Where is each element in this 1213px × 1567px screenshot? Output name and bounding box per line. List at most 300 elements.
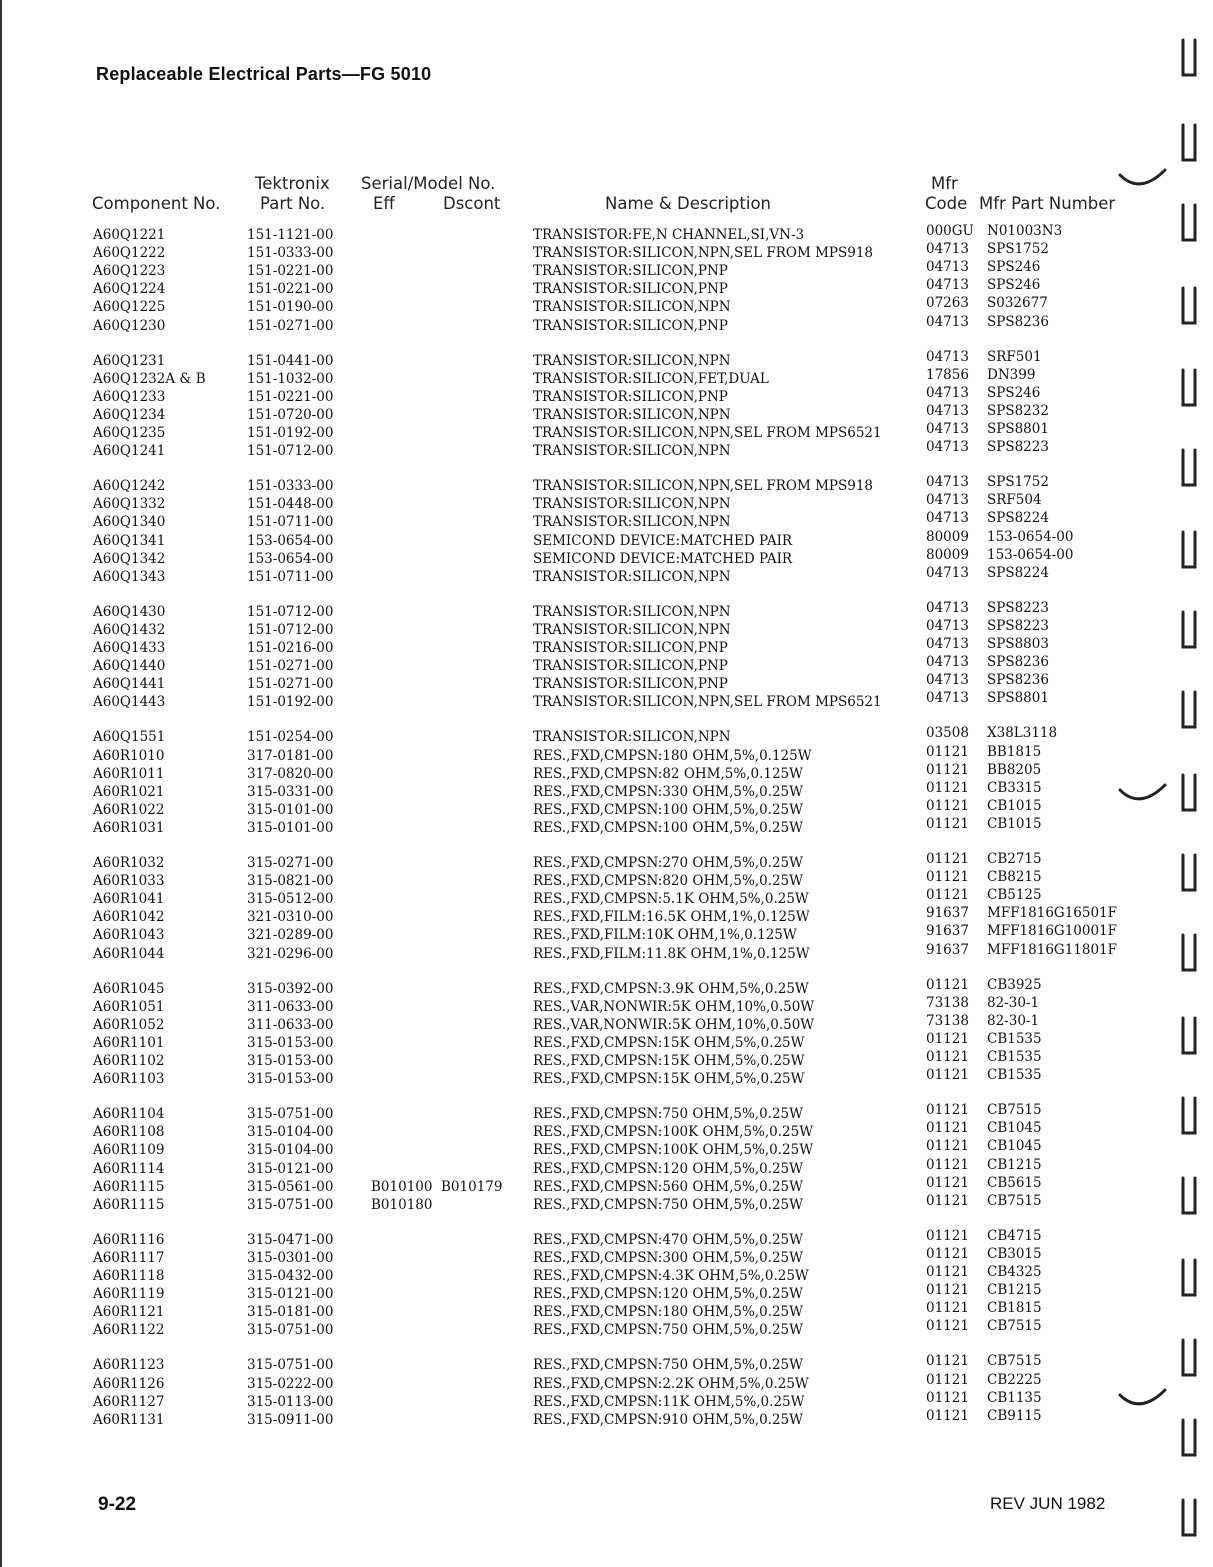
name-description: TRANSISTOR:SILICON,NPN — [533, 496, 731, 513]
mfr-part-number: SPS8224 — [987, 564, 1049, 581]
component-no: A60Q1441 — [93, 676, 166, 693]
component-no: A60R1104 — [93, 1106, 165, 1123]
name-description: TRANSISTOR:SILICON,NPN — [533, 603, 731, 620]
part-no: 315-0101-00 — [247, 819, 334, 836]
mfr-code: 01121 — [926, 851, 969, 867]
name-description: TRANSISTOR:SILICON,PNP — [533, 676, 728, 693]
name-description: TRANSISTOR:SILICON,NPN — [533, 299, 731, 316]
component-no: A60Q1340 — [93, 514, 166, 531]
mfr-code: 04713 — [926, 421, 969, 437]
mfr-code: 01121 — [926, 1353, 969, 1370]
part-no: 151-0712-00 — [247, 621, 334, 638]
component-no: A60R1032 — [93, 855, 165, 871]
part-no: 315-0153-00 — [247, 1034, 334, 1051]
mfr-part-number: CB1135 — [987, 1389, 1042, 1406]
component-no: A60R1021 — [93, 783, 165, 800]
mfr-code: 03508 — [926, 725, 969, 742]
header-dscont: Dscont — [443, 194, 501, 213]
part-no: 321-0310-00 — [247, 909, 334, 926]
mfr-part-number: SPS8803 — [987, 636, 1049, 652]
name-description: RES.,VAR,NONWIR:5K OHM,10%,0.50W — [533, 1016, 815, 1033]
component-no: A60Q1223 — [93, 263, 166, 280]
component-no: A60Q1233 — [93, 388, 166, 405]
table-row — [0, 313, 1213, 335]
mfr-code: 01121 — [926, 869, 969, 886]
component-no: A60R1123 — [93, 1357, 165, 1374]
mfr-code: 01121 — [926, 1227, 969, 1244]
mfr-part-number: X38L3118 — [987, 725, 1058, 742]
mfr-code: 01121 — [926, 743, 969, 760]
mfr-part-number: N01003N3 — [987, 223, 1063, 239]
part-no: 151-0448-00 — [247, 496, 334, 513]
name-description: RES.,FXD,CMPSN:11K OHM,5%,0.25W — [533, 1393, 805, 1410]
part-no: 151-0216-00 — [247, 640, 334, 656]
mfr-part-number: SPS8224 — [987, 510, 1049, 527]
name-description: RES.,FXD,CMPSN:100K OHM,5%,0.25W — [533, 1124, 814, 1141]
component-no: A60Q1225 — [93, 299, 166, 316]
revision-date: REV JUN 1982 — [990, 1494, 1106, 1513]
component-no: A60R1114 — [93, 1160, 165, 1177]
mfr-part-number: CB2225 — [987, 1371, 1042, 1388]
name-description: RES.,FXD,CMPSN:560 OHM,5%,0.25W — [533, 1178, 803, 1195]
name-description: TRANSISTOR:SILICON,NPN,SEL FROM MPS918 — [533, 478, 873, 495]
component-no: A60R1127 — [93, 1393, 165, 1410]
mfr-code: 04713 — [926, 277, 969, 294]
mfr-part-number: SPS246 — [987, 277, 1041, 294]
name-description: SEMICOND DEVICE:MATCHED PAIR — [533, 532, 793, 549]
part-no: 151-0192-00 — [247, 694, 334, 711]
mfr-part-number: CB7515 — [987, 1353, 1042, 1370]
mfr-part-number: BB8205 — [987, 761, 1042, 778]
mfr-part-number: SPS8223 — [987, 599, 1049, 616]
mfr-code: 04713 — [926, 636, 969, 652]
component-no: A60Q1242 — [93, 478, 166, 495]
name-description: RES.,FXD,CMPSN:82 OHM,5%,0.125W — [533, 765, 803, 782]
table-row — [0, 1067, 1213, 1088]
component-no: A60Q1551 — [93, 729, 166, 746]
part-no: 315-0113-00 — [247, 1393, 334, 1410]
component-no: A60Q1443 — [93, 694, 166, 711]
mfr-part-number: SPS8232 — [987, 402, 1049, 419]
part-no: 151-0712-00 — [247, 443, 334, 460]
mfr-code: 01121 — [926, 1371, 969, 1388]
component-no: A60R1117 — [93, 1249, 165, 1266]
mfr-part-number: CB3925 — [987, 976, 1042, 993]
component-no: A60Q1241 — [93, 443, 166, 460]
name-description: RES.,FXD,CMPSN:750 OHM,5%,0.25W — [533, 1357, 803, 1374]
name-description: RES.,VAR,NONWIR:5K OHM,10%,0.50W — [533, 998, 815, 1015]
component-no: A60R1042 — [93, 909, 165, 926]
component-no: A60R1044 — [93, 945, 165, 962]
mfr-part-number: CB1015 — [987, 815, 1042, 832]
mfr-code: 91637 — [926, 905, 969, 922]
binder-marks — [1110, 20, 1213, 1560]
name-description: RES.,FXD,CMPSN:180 OHM,5%,0.25W — [533, 1304, 803, 1321]
name-description: RES.,FXD,CMPSN:270 OHM,5%,0.25W — [533, 855, 803, 871]
table-row — [0, 941, 1213, 963]
name-description: TRANSISTOR:SILICON,NPN,SEL FROM MPS918 — [533, 245, 873, 262]
mfr-code: 04713 — [926, 384, 969, 401]
name-description: TRANSISTOR:SILICON,NPN — [533, 406, 731, 423]
mfr-part-number: CB9115 — [987, 1407, 1042, 1424]
mfr-part-number: SPS8223 — [987, 439, 1049, 456]
part-no: 317-0181-00 — [247, 747, 334, 764]
component-no: A60R1011 — [93, 765, 165, 782]
header-mfr-part-number: Mfr Part Number — [979, 194, 1116, 213]
mfr-code: 04713 — [926, 599, 969, 616]
mfr-code: 01121 — [926, 1156, 969, 1173]
part-no: 315-0301-00 — [247, 1249, 334, 1266]
component-no: A60R1102 — [93, 1053, 165, 1069]
name-description: RES.,FXD,FILM:16.5K OHM,1%,0.125W — [533, 909, 810, 926]
mfr-part-number: CB7515 — [987, 1318, 1042, 1335]
mfr-code: 04713 — [926, 564, 969, 581]
page-title: Replaceable Electrical Parts—FG 5010 — [96, 64, 432, 84]
mfr-code: 01121 — [926, 1389, 969, 1406]
name-description: RES.,FXD,CMPSN:750 OHM,5%,0.25W — [533, 1106, 803, 1123]
mfr-part-number: SPS8801 — [987, 421, 1049, 437]
serial-eff: B010180 — [371, 1196, 433, 1213]
component-no: A60Q1440 — [93, 658, 166, 675]
component-no: A60R1108 — [93, 1124, 165, 1141]
name-description: RES.,FXD,CMPSN:750 OHM,5%,0.25W — [533, 1196, 803, 1213]
part-no: 151-0441-00 — [247, 352, 334, 369]
name-description: RES.,FXD,CMPSN:2.2K OHM,5%,0.25W — [533, 1375, 809, 1392]
name-description: TRANSISTOR:SILICON,NPN — [533, 568, 731, 585]
part-no: 151-0271-00 — [247, 658, 334, 675]
name-description: RES.,FXD,CMPSN:910 OHM,5%,0.25W — [533, 1411, 803, 1428]
part-no: 315-0222-00 — [247, 1375, 334, 1392]
table-row — [0, 564, 1213, 586]
page-number: 9-22 — [98, 1494, 137, 1515]
part-no: 315-0512-00 — [247, 891, 334, 908]
part-no: 315-0121-00 — [247, 1286, 334, 1303]
mfr-code: 01121 — [926, 1120, 969, 1137]
part-no: 315-0751-00 — [247, 1106, 334, 1123]
component-no: A60Q1432 — [93, 621, 166, 638]
component-no: A60Q1235 — [93, 425, 166, 441]
part-no: 315-0121-00 — [247, 1160, 334, 1177]
part-no: 315-0271-00 — [247, 855, 334, 871]
mfr-code: 91637 — [926, 941, 969, 958]
mfr-part-number: CB4715 — [987, 1227, 1042, 1244]
component-no: A60R1119 — [93, 1286, 165, 1303]
part-no: 151-0333-00 — [247, 478, 334, 495]
part-no: 151-0712-00 — [247, 603, 334, 620]
header-serial-model: Serial/Model No. — [361, 174, 496, 193]
mfr-code: 01121 — [926, 761, 969, 778]
mfr-part-number: CB1815 — [987, 1300, 1042, 1317]
part-no: 151-0221-00 — [247, 263, 334, 280]
part-no: 151-1032-00 — [247, 370, 334, 387]
mfr-part-number: CB1045 — [987, 1138, 1042, 1155]
mfr-part-number: SRF501 — [987, 348, 1042, 365]
mfr-part-number: SPS1752 — [987, 241, 1049, 258]
component-no: A60Q1433 — [93, 640, 166, 656]
name-description: RES.,FXD,CMPSN:180 OHM,5%,0.125W — [533, 747, 812, 764]
name-description: TRANSISTOR:SILICON,PNP — [533, 317, 728, 334]
name-description: RES.,FXD,CMPSN:15K OHM,5%,0.25W — [533, 1034, 805, 1051]
mfr-part-number: SPS246 — [987, 384, 1041, 401]
part-no: 153-0654-00 — [247, 532, 334, 549]
part-no: 153-0654-00 — [247, 550, 334, 567]
mfr-part-number: CB3315 — [987, 779, 1042, 796]
part-no: 151-0221-00 — [247, 281, 334, 298]
name-description: TRANSISTOR:SILICON,PNP — [533, 388, 728, 405]
part-no: 321-0296-00 — [247, 945, 334, 962]
mfr-code: 17856 — [926, 366, 969, 383]
mfr-part-number: S032677 — [987, 295, 1048, 312]
mfr-code: 04713 — [926, 492, 969, 509]
part-no: 151-0190-00 — [247, 299, 334, 316]
mfr-code: 04713 — [926, 348, 969, 365]
part-no: 311-0633-00 — [247, 998, 334, 1015]
component-no: A60Q1224 — [93, 281, 166, 298]
mfr-code: 01121 — [926, 1138, 969, 1155]
part-no: 315-0104-00 — [247, 1124, 334, 1141]
name-description: RES.,FXD,CMPSN:100 OHM,5%,0.25W — [533, 801, 803, 818]
part-no: 151-1121-00 — [247, 227, 334, 243]
part-no: 321-0289-00 — [247, 927, 334, 944]
component-no: A60R1045 — [93, 980, 165, 997]
part-no: 315-0392-00 — [247, 980, 334, 997]
header-mfr: Mfr — [931, 174, 958, 193]
mfr-code: 73138 — [926, 994, 969, 1011]
part-no: 151-0271-00 — [247, 676, 334, 693]
part-no: 315-0751-00 — [247, 1357, 334, 1374]
name-description: TRANSISTOR:FE,N CHANNEL,SI,VN-3 — [533, 227, 805, 243]
mfr-part-number: CB8215 — [987, 869, 1042, 886]
mfr-code: 07263 — [926, 295, 969, 312]
part-no: 315-0561-00 — [247, 1178, 334, 1195]
name-description: RES.,FXD,CMPSN:750 OHM,5%,0.25W — [533, 1322, 803, 1339]
name-description: RES.,FXD,CMPSN:330 OHM,5%,0.25W — [533, 783, 803, 800]
part-no: 151-0254-00 — [247, 729, 334, 746]
part-no: 151-0271-00 — [247, 317, 334, 334]
mfr-code: 01121 — [926, 797, 969, 814]
name-description: TRANSISTOR:SILICON,NPN,SEL FROM MPS6521 — [533, 425, 882, 441]
mfr-part-number: 82-30-1 — [987, 994, 1040, 1011]
component-no: A60R1115 — [93, 1178, 165, 1195]
mfr-code: 04713 — [926, 259, 969, 276]
mfr-part-number: CB1535 — [987, 1049, 1042, 1065]
mfr-part-number: CB5125 — [987, 887, 1042, 904]
mfr-code: 01121 — [926, 887, 969, 904]
mfr-part-number: 153-0654-00 — [987, 546, 1074, 563]
name-description: TRANSISTOR:SILICON,FET,DUAL — [533, 370, 769, 387]
mfr-code: 01121 — [926, 815, 969, 832]
name-description: TRANSISTOR:SILICON,NPN — [533, 514, 731, 531]
name-description: RES.,FXD,CMPSN:820 OHM,5%,0.25W — [533, 873, 803, 890]
mfr-code: 01121 — [926, 1245, 969, 1262]
mfr-code: 04713 — [926, 654, 969, 671]
name-description: RES.,FXD,CMPSN:470 OHM,5%,0.25W — [533, 1231, 803, 1248]
part-no: 315-0432-00 — [247, 1268, 334, 1284]
mfr-part-number: CB5615 — [987, 1174, 1042, 1191]
mfr-code: 91637 — [926, 923, 969, 940]
part-no: 315-0821-00 — [247, 873, 334, 890]
mfr-part-number: CB1015 — [987, 797, 1042, 814]
component-no: A60Q1332 — [93, 496, 166, 513]
table-row — [0, 439, 1213, 460]
component-no: A60R1101 — [93, 1034, 165, 1051]
mfr-code: 04713 — [926, 510, 969, 527]
name-description: TRANSISTOR:SILICON,PNP — [533, 281, 728, 298]
name-description: SEMICOND DEVICE:MATCHED PAIR — [533, 550, 793, 567]
component-no: A60R1031 — [93, 819, 165, 836]
mfr-part-number: SPS1752 — [987, 474, 1049, 491]
mfr-part-number: CB2715 — [987, 851, 1042, 867]
mfr-part-number: DN399 — [987, 366, 1036, 383]
mfr-part-number: MFF1816G16501F — [987, 905, 1118, 922]
name-description: TRANSISTOR:SILICON,PNP — [533, 640, 728, 656]
header-part-no: Part No. — [260, 194, 326, 213]
component-no: A60R1126 — [93, 1375, 165, 1392]
name-description: RES.,FXD,CMPSN:100K OHM,5%,0.25W — [533, 1142, 814, 1159]
mfr-code: 04713 — [926, 672, 969, 689]
table-row — [0, 1318, 1213, 1339]
part-no: 311-0633-00 — [247, 1016, 334, 1033]
name-description: RES.,FXD,CMPSN:3.9K OHM,5%,0.25W — [533, 980, 809, 997]
component-no: A60R1131 — [93, 1411, 165, 1428]
name-description: RES.,FXD,CMPSN:120 OHM,5%,0.25W — [533, 1160, 803, 1177]
component-no: A60Q1234 — [93, 406, 166, 423]
mfr-code: 04713 — [926, 617, 969, 634]
component-no: A60R1118 — [93, 1268, 165, 1284]
component-no: A60R1052 — [93, 1016, 165, 1033]
mfr-code: 01121 — [926, 1282, 969, 1299]
part-no: 151-0333-00 — [247, 245, 334, 262]
table-row — [0, 690, 1213, 711]
part-no: 315-0751-00 — [247, 1322, 334, 1339]
component-no: A60R1115 — [93, 1196, 165, 1213]
part-no: 315-0471-00 — [247, 1231, 334, 1248]
component-no: A60Q1430 — [93, 603, 166, 620]
name-description: TRANSISTOR:SILICON,NPN,SEL FROM MPS6521 — [533, 694, 882, 711]
part-no: 315-0331-00 — [247, 783, 334, 800]
mfr-code: 01121 — [926, 1174, 969, 1191]
name-description: TRANSISTOR:SILICON,NPN — [533, 352, 731, 369]
mfr-part-number: 82-30-1 — [987, 1012, 1040, 1029]
part-no: 151-0711-00 — [247, 514, 334, 531]
mfr-code: 000GU — [926, 223, 974, 239]
component-no: A60Q1342 — [93, 550, 166, 567]
part-no: 317-0820-00 — [247, 765, 334, 782]
component-no: A60Q1221 — [93, 227, 166, 243]
name-description: TRANSISTOR:SILICON,NPN — [533, 443, 731, 460]
mfr-part-number: MFF1816G10001F — [987, 923, 1118, 940]
mfr-code: 04713 — [926, 402, 969, 419]
name-description: RES.,FXD,FILM:11.8K OHM,1%,0.125W — [533, 945, 810, 962]
mfr-part-number: CB1045 — [987, 1120, 1042, 1137]
mfr-code: 80009 — [926, 546, 969, 563]
mfr-part-number: SRF504 — [987, 492, 1042, 509]
part-no: 315-0751-00 — [247, 1196, 334, 1213]
mfr-code: 01121 — [926, 1067, 969, 1084]
mfr-part-number: 153-0654-00 — [987, 528, 1074, 545]
header-component-no: Component No. — [92, 194, 221, 213]
part-no: 315-0181-00 — [247, 1304, 334, 1321]
mfr-code: 01121 — [926, 1318, 969, 1335]
part-no: 151-0711-00 — [247, 568, 334, 585]
component-no: A60R1109 — [93, 1142, 165, 1159]
component-no: A60Q1231 — [93, 352, 166, 369]
part-no: 315-0911-00 — [247, 1411, 334, 1428]
header-eff: Eff — [373, 194, 395, 213]
mfr-code: 04713 — [926, 439, 969, 456]
name-description: TRANSISTOR:SILICON,PNP — [533, 263, 728, 280]
name-description: TRANSISTOR:SILICON,NPN — [533, 729, 731, 746]
mfr-code: 01121 — [926, 1264, 969, 1280]
part-no: 315-0153-00 — [247, 1053, 334, 1069]
name-description: RES.,FXD,CMPSN:120 OHM,5%,0.25W — [533, 1286, 803, 1303]
mfr-code: 73138 — [926, 1012, 969, 1029]
serial-dscont: B010179 — [441, 1178, 503, 1195]
mfr-part-number: CB1215 — [987, 1282, 1042, 1299]
mfr-part-number: CB1215 — [987, 1156, 1042, 1173]
table-row — [0, 815, 1213, 837]
component-no: A60R1116 — [93, 1231, 165, 1248]
component-no: A60Q1230 — [93, 317, 166, 334]
name-description: TRANSISTOR:SILICON,NPN — [533, 621, 731, 638]
mfr-code: 04713 — [926, 241, 969, 258]
header-code: Code — [925, 194, 968, 213]
mfr-part-number: CB1535 — [987, 1030, 1042, 1047]
mfr-part-number: CB1535 — [987, 1067, 1042, 1084]
mfr-code: 80009 — [926, 528, 969, 545]
mfr-part-number: SPS246 — [987, 259, 1041, 276]
component-no: A60R1010 — [93, 747, 165, 764]
component-no: A60R1043 — [93, 927, 165, 944]
header-name-description: Name & Description — [605, 194, 772, 213]
name-description: RES.,FXD,FILM:10K OHM,1%,0.125W — [533, 927, 797, 944]
name-description: RES.,FXD,CMPSN:100 OHM,5%,0.25W — [533, 819, 803, 836]
component-no: A60R1051 — [93, 998, 165, 1015]
mfr-part-number: CB7515 — [987, 1192, 1042, 1209]
name-description: RES.,FXD,CMPSN:4.3K OHM,5%,0.25W — [533, 1268, 809, 1284]
mfr-code: 01121 — [926, 1300, 969, 1317]
name-description: RES.,FXD,CMPSN:15K OHM,5%,0.25W — [533, 1071, 805, 1088]
name-description: RES.,FXD,CMPSN:15K OHM,5%,0.25W — [533, 1053, 805, 1069]
mfr-code: 01121 — [926, 1030, 969, 1047]
part-no: 315-0101-00 — [247, 801, 334, 818]
mfr-part-number: SPS8236 — [987, 672, 1049, 689]
mfr-code: 01121 — [926, 1192, 969, 1209]
name-description: RES.,FXD,CMPSN:5.1K OHM,5%,0.25W — [533, 891, 809, 908]
component-no: A60R1103 — [93, 1071, 165, 1088]
mfr-code: 01121 — [926, 779, 969, 796]
mfr-code: 04713 — [926, 313, 969, 330]
mfr-part-number: SPS8236 — [987, 313, 1049, 330]
mfr-part-number: CB7515 — [987, 1102, 1042, 1119]
mfr-part-number: BB1815 — [987, 743, 1042, 760]
component-no: A60Q1232A & B — [93, 370, 206, 387]
mfr-part-number: SPS8236 — [987, 654, 1049, 671]
table-row — [0, 1407, 1213, 1429]
component-no: A60R1033 — [93, 873, 165, 890]
part-no: 151-0221-00 — [247, 388, 334, 405]
mfr-part-number: CB4325 — [987, 1264, 1042, 1280]
header-tektronix: Tektronix — [255, 174, 330, 193]
name-description: TRANSISTOR:SILICON,PNP — [533, 658, 728, 675]
mfr-code: 01121 — [926, 1102, 969, 1119]
mfr-code: 04713 — [926, 690, 969, 707]
mfr-part-number: SPS8801 — [987, 690, 1049, 707]
mfr-part-number: MFF1816G11801F — [987, 941, 1118, 958]
component-no: A60R1121 — [93, 1304, 165, 1321]
mfr-code: 01121 — [926, 1407, 969, 1424]
part-no: 315-0153-00 — [247, 1071, 334, 1088]
